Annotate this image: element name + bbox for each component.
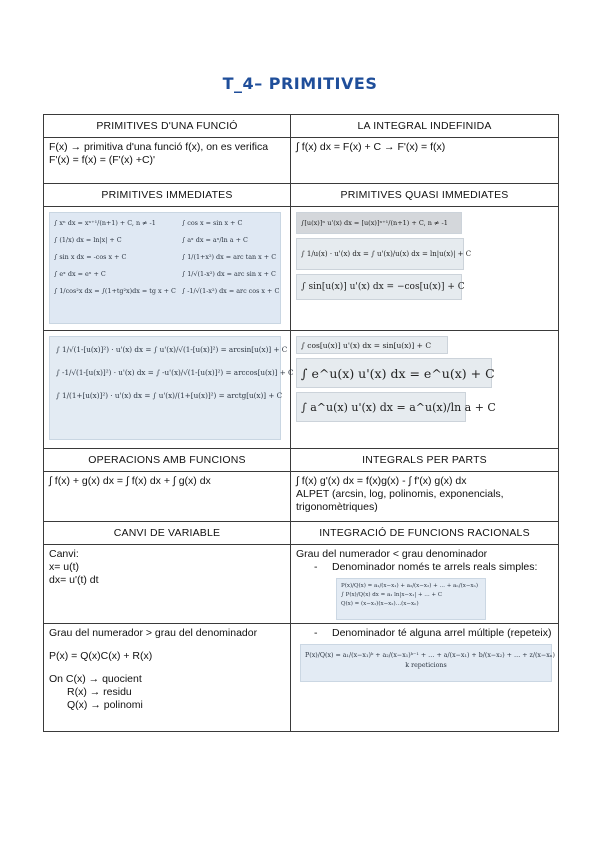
formula: ∫ 1/√(1-[u(x)]²) · u'(x) dx = ∫ u'(x)/√(1-[u(x)]²) = arcsin[u(x)] + C xyxy=(56,345,288,354)
canvi-line: dx= u'(t) dt xyxy=(49,574,99,586)
grau-line: P(x) = Q(x)C(x) + R(x) xyxy=(49,650,153,662)
header-canvi: CANVI DE VARIABLE xyxy=(44,522,291,545)
parts-alpet: ALPET (arcsin, log, polinomis, exponencials, trigonomètriques) xyxy=(296,488,504,513)
header-primitives-funcio: PRIMITIVES D'UNA FUNCIÓ xyxy=(44,115,291,138)
quasi-formula: ∫ 1/u(x) · u'(x) dx = ∫ u'(x)/u(x) dx = ln|u(x)| + C xyxy=(296,238,464,270)
racionals-cell-top xyxy=(291,545,559,624)
quasi-image-cell-top xyxy=(291,207,559,331)
bullet-dash: - xyxy=(314,561,318,573)
immediates-image-cell xyxy=(44,207,291,331)
racionals-bullet-text: Denominador té alguna arrel múltiple (repeteix) xyxy=(332,627,552,639)
formula: P(x)/Q(x) = a₁/(x−x₁)ᵏ + a₂/(x−x₁)ᵏ⁻¹ + … + a/(x−x₁) + b/(x−x₂) + … + z/(x−xₙ) xyxy=(305,652,555,659)
header-racionals: INTEGRACIÓ DE FUNCIONS RACIONALS xyxy=(291,522,559,545)
quasi-formula: ∫[u(x)]ⁿ u'(x) dx = [u(x)]ⁿ⁺¹/(n+1) + C, n ≠ -1 xyxy=(296,212,462,234)
formula: k repeticions xyxy=(405,662,447,669)
immediates-image-cell-2 xyxy=(44,331,294,449)
summary-table xyxy=(43,114,559,732)
racionals-intro: Grau del numerador < grau denominador xyxy=(296,548,488,560)
formula: ∫ 1/(1+[u(x)]²) · u'(x) dx = ∫ u'(x)/(1+[u(x)]²) = arctg[u(x)] + C xyxy=(56,391,283,400)
integral-indefinida-text: ∫ f(x) dx = F(x) + C → F'(x) = f(x) xyxy=(291,138,559,184)
formula: ∫ 1/cos²x dx = ∫(1+tg²x)dx = tg x + C xyxy=(54,287,176,295)
formula: ∫ -1/√(1-x²) dx = arc cos x + C xyxy=(181,287,280,295)
formula: ∫ aˣ dx = aˣ/ln a + C xyxy=(181,236,248,244)
canvi-line: x= u(t) xyxy=(49,561,80,573)
header-parts: INTEGRALS PER PARTS xyxy=(291,449,559,472)
primitives-funcio-text: F(x) → primitiva d'una funció f(x), on es verifica F'(x) = f(x) = (F'(x) +C)' xyxy=(44,138,291,184)
header-operacions: OPERACIONS AMB FUNCIONS xyxy=(44,449,291,472)
quasi-image-cell-bottom xyxy=(291,331,559,449)
formula: ∫ eˣ dx = eˣ + C xyxy=(54,270,106,278)
header-primitives-quasi: PRIMITIVES QUASI IMMEDIATES xyxy=(291,184,559,207)
racionals-bullet xyxy=(314,561,553,574)
canvi-line: Canvi: xyxy=(49,548,79,560)
grau-line: On C(x) → quocient xyxy=(49,673,142,685)
racionals-bullet-text: Denominador només te arrels reals simples: xyxy=(332,561,538,573)
quasi-formula: ∫ cos[u(x)] u'(x) dx = sin[u(x)] + C xyxy=(296,336,448,354)
formula: ∫ P(x)/Q(x) dx = a₁ ln|x−x₁| + … + C xyxy=(341,592,443,598)
bullet-dash: - xyxy=(314,627,318,639)
operacions-text: ∫ f(x) + g(x) dx = ∫ f(x) dx + ∫ g(x) dx xyxy=(44,472,291,522)
formula: ∫ 1/(1+x²) dx = arc tan x + C xyxy=(181,253,277,261)
grau-line: Grau del numerador > grau del denominador xyxy=(49,627,258,639)
canvi-cell xyxy=(44,545,291,624)
quasi-formula: ∫ sin[u(x)] u'(x) dx = −cos[u(x)] + C xyxy=(296,274,462,300)
formula: ∫ cos x = sin x + C xyxy=(181,219,243,227)
formula: Q(x) = (x−x₁)(x−x₂)…(x−xₙ) xyxy=(341,601,419,607)
header-primitives-immediates: PRIMITIVES IMMEDIATES xyxy=(44,184,291,207)
page-title: T_4– PRIMITIVES xyxy=(222,74,378,93)
formula: ∫ 1/√(1-x²) dx = arc sin x + C xyxy=(181,270,276,278)
racionals-bullet xyxy=(314,627,553,640)
grau-line: Q(x) → polinomi xyxy=(67,699,143,711)
grau-line: R(x) → residu xyxy=(67,686,132,698)
quasi-formula: ∫ a^u(x) u'(x) dx = a^u(x)/ln a + C xyxy=(296,392,466,422)
quasi-formula: ∫ e^u(x) u'(x) dx = e^u(x) + C xyxy=(296,358,492,388)
parts-formula: ∫ f(x) g'(x) dx = f(x)g(x) - ∫ f'(x) g(x) dx xyxy=(296,475,467,487)
formula: P(x)/Q(x) = a₁/(x−x₁) + a₂/(x−x₂) + … + aₙ/(x−xₙ) xyxy=(341,583,479,589)
formula: ∫ xⁿ dx = xⁿ⁺¹/(n+1) + C, n ≠ -1 xyxy=(54,219,156,227)
formula: ∫ sin x dx = -cos x + C xyxy=(54,253,127,261)
immediates-formula-image xyxy=(49,212,281,324)
simple-roots-formula-image xyxy=(336,578,486,620)
formula: ∫ -1/√(1-[u(x)]²) · u'(x) dx = ∫ -u'(x)/√(1-[u(x)]²) = arccos[u(x)] + C xyxy=(56,368,294,377)
parts-cell xyxy=(291,472,559,522)
racionals-cell-bottom xyxy=(291,624,559,732)
multiple-roots-formula-image xyxy=(300,644,555,682)
inverse-trig-formula-image xyxy=(49,336,294,440)
header-integral-indefinida: LA INTEGRAL INDEFINIDA xyxy=(291,115,559,138)
formula: ∫ (1/x) dx = ln|x| + C xyxy=(54,236,122,244)
grau-major-cell xyxy=(44,624,291,732)
